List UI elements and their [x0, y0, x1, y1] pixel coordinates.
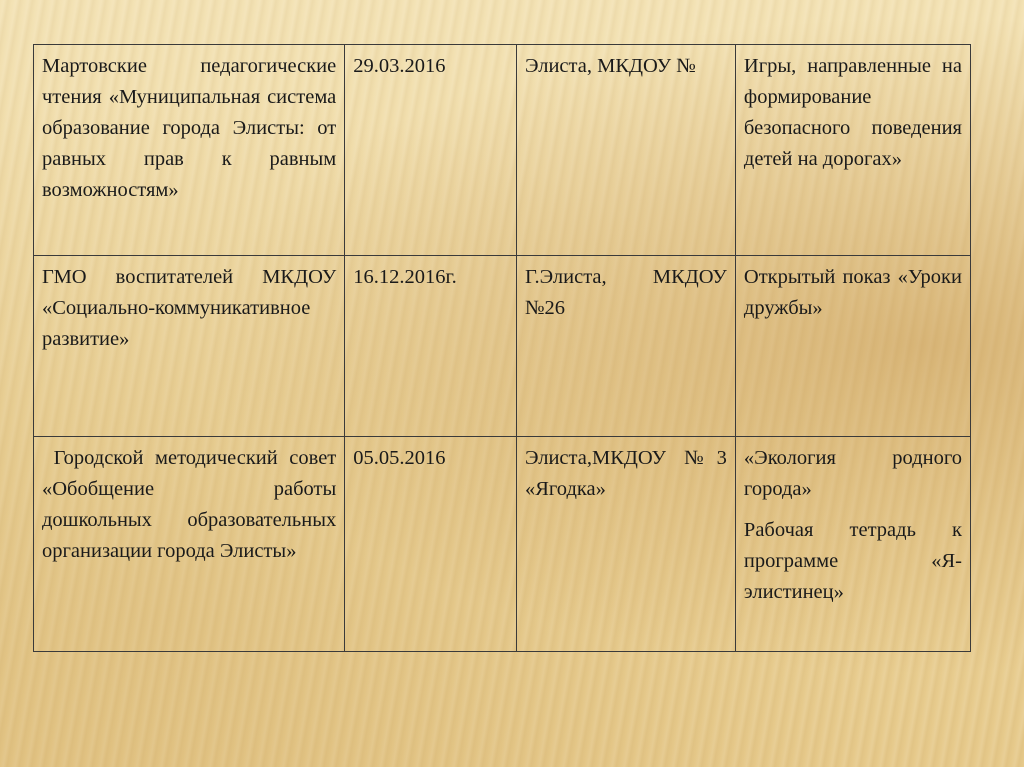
table-row: [34, 256, 971, 437]
events-table: [33, 44, 971, 652]
place-cell: Элиста,МКДОУ №3 «Ягодка»: [516, 437, 735, 652]
topic-text: Рабочая тетрадь к программе «Я-элистинец»: [743, 519, 962, 603]
topic-cell: [735, 256, 970, 437]
event-cell: Городской методический совет «Обобщение работы дошкольных образовательных организации города Элисты»: [34, 437, 345, 652]
date-cell: 16.12.2016г.: [345, 256, 517, 437]
topic-text: Игры, направленные на формирование безопасного поведения детей на дорогах»: [743, 55, 962, 170]
table-row: [34, 45, 971, 256]
place-cell: Г.Элиста, МКДОУ №26: [516, 256, 735, 437]
topic-text: Открытый показ «Уроки дружбы»: [743, 266, 962, 319]
date-cell: 05.05.2016: [345, 437, 517, 652]
date-cell: 29.03.2016: [345, 45, 517, 256]
table-row: [34, 437, 971, 652]
topic-cell: [735, 45, 970, 256]
event-cell: ГМО воспитателей МКДОУ «Социально-коммуникативное развитие»: [34, 256, 345, 437]
event-cell: Мартовские педагогические чтения «Муниципальная система образование города Элисты: от равных прав к равным возможностям»: [34, 45, 345, 256]
topic-cell: [735, 437, 970, 652]
place-cell: Элиста, МКДОУ №: [516, 45, 735, 256]
topic-text: «Экология родного города»: [743, 447, 962, 500]
